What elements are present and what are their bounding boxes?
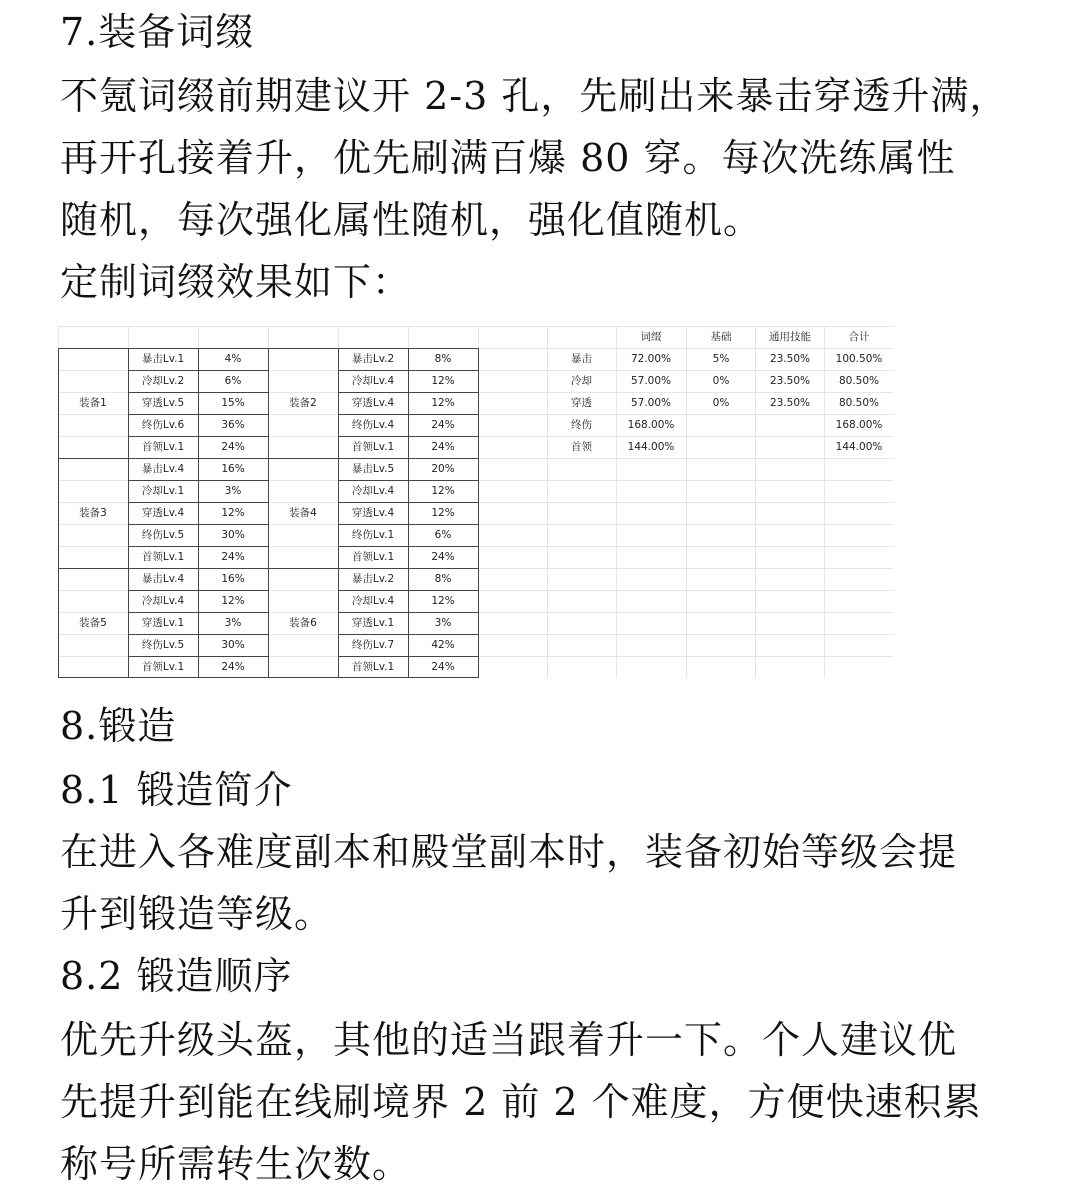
summary-row-label: 暴击 (571, 353, 592, 365)
affix-level: 暴击Lv.5 (351, 463, 395, 475)
affix-level: 暴击Lv.2 (351, 353, 395, 365)
affix-level: 冷却Lv.4 (141, 595, 185, 607)
affix-value: 16% (221, 463, 245, 475)
affix-value: 4% (224, 353, 242, 365)
section-8-2-title: 8.2 锻造顺序 (60, 954, 293, 998)
affix-level: 冷却Lv.1 (141, 485, 185, 497)
affix-value: 6% (434, 529, 452, 541)
summary-value: 144.00% (835, 441, 883, 453)
summary-value: 57.00% (630, 397, 672, 409)
summary-value: 80.50% (838, 397, 880, 409)
affix-value: 6% (224, 375, 242, 387)
summary-value: 0% (712, 375, 730, 387)
affix-level: 冷却Lv.4 (351, 375, 395, 387)
affix-value: 3% (224, 617, 242, 629)
affix-value: 12% (221, 507, 245, 519)
section-7-paragraph-line-1: 不氪词缀前期建议开 2-3 孔，先刷出来暴击穿透升满， (60, 74, 1009, 118)
affix-level: 暴击Lv.4 (141, 463, 185, 475)
equip-name: 装备2 (289, 397, 317, 409)
summary-row-label: 终伤 (571, 419, 592, 431)
summary-row-label: 冷却 (571, 375, 592, 387)
affix-value: 12% (431, 397, 455, 409)
affix-value: 24% (221, 441, 245, 453)
affix-level: 冷却Lv.4 (351, 485, 395, 497)
affix-level: 暴击Lv.4 (141, 573, 185, 585)
affix-value: 24% (221, 551, 245, 563)
affix-level: 穿透Lv.4 (141, 507, 185, 519)
summary-value: 0% (712, 397, 730, 409)
affix-level: 终伤Lv.4 (351, 419, 395, 431)
summary-value: 80.50% (838, 375, 880, 387)
summary-value: 100.50% (835, 353, 883, 365)
summary-value (686, 436, 756, 458)
section-8-1-line-1: 在进入各难度副本和殿堂副本时，装备初始等级会提 (60, 830, 958, 874)
section-7-paragraph-line-2: 再开孔接着升，优先刷满百爆 80 穿。每次洗练属性 (60, 136, 956, 180)
equip-name: 装备6 (289, 617, 317, 629)
affix-value: 20% (431, 463, 455, 475)
equip-name: 装备4 (289, 507, 317, 519)
affix-value: 3% (434, 617, 452, 629)
affix-value: 36% (221, 419, 245, 431)
summary-value (755, 414, 825, 436)
affix-level: 穿透Lv.5 (141, 397, 185, 409)
summary-header: 合计 (848, 331, 870, 343)
affix-value: 12% (431, 485, 455, 497)
section-8-1-line-2: 升到锻造等级。 (60, 892, 334, 936)
summary-value: 72.00% (630, 353, 672, 365)
affix-level: 首领Lv.1 (351, 551, 395, 563)
affix-value: 8% (434, 573, 452, 585)
affix-level: 终伤Lv.5 (141, 639, 185, 651)
summary-header: 词缀 (640, 331, 662, 343)
summary-value: 168.00% (835, 419, 883, 431)
affix-level: 暴击Lv.1 (141, 353, 185, 365)
affix-level: 终伤Lv.5 (141, 529, 185, 541)
affix-value: 24% (431, 419, 455, 431)
section-7-title: 7.装备词缀 (60, 10, 255, 54)
affix-value: 12% (431, 375, 455, 387)
summary-value: 144.00% (627, 441, 675, 453)
section-8-2-line-3: 称号所需转生次数。 (60, 1142, 412, 1186)
affix-level: 首领Lv.1 (351, 661, 395, 673)
summary-value: 5% (712, 353, 730, 365)
summary-value (686, 414, 756, 436)
affix-value: 24% (431, 661, 455, 673)
affix-level: 首领Lv.1 (351, 441, 395, 453)
affix-value: 30% (221, 639, 245, 651)
affix-level: 冷却Lv.4 (351, 595, 395, 607)
affix-level: 首领Lv.1 (141, 441, 185, 453)
section-8-2-line-1: 优先升级头盔，其他的适当跟着升一下。个人建议优 (60, 1018, 958, 1062)
affix-value: 24% (431, 441, 455, 453)
affix-level: 穿透Lv.4 (351, 507, 395, 519)
affix-level: 终伤Lv.7 (351, 639, 395, 651)
affix-level: 终伤Lv.1 (351, 529, 395, 541)
section-8-title: 8.锻造 (60, 704, 177, 748)
affix-value: 24% (221, 661, 245, 673)
summary-value: 168.00% (627, 419, 675, 431)
summary-value: 57.00% (630, 375, 672, 387)
summary-row-label: 穿透 (571, 397, 592, 409)
summary-header: 基础 (710, 331, 732, 343)
custom-affix-intro: 定制词缀效果如下： (60, 260, 412, 304)
affix-level: 首领Lv.1 (141, 661, 185, 673)
affix-level: 终伤Lv.6 (141, 419, 185, 431)
summary-value (755, 436, 825, 458)
equip-name: 装备1 (79, 397, 107, 409)
affix-spreadsheet (58, 326, 894, 678)
table-border (478, 348, 479, 678)
affix-level: 暴击Lv.2 (351, 573, 395, 585)
affix-value: 12% (431, 507, 455, 519)
equip-name: 装备3 (79, 507, 107, 519)
affix-value: 12% (431, 595, 455, 607)
affix-level: 冷却Lv.2 (141, 375, 185, 387)
summary-value: 23.50% (769, 353, 811, 365)
affix-value: 30% (221, 529, 245, 541)
section-8-2-line-2: 先提升到能在线刷境界 2 前 2 个难度，方便快速积累 (60, 1080, 982, 1124)
summary-header: 通用技能 (769, 331, 811, 343)
section-7-paragraph-line-3: 随机，每次强化属性随机，强化值随机。 (60, 198, 763, 242)
summary-value: 23.50% (769, 397, 811, 409)
section-8-1-title: 8.1 锻造简介 (60, 768, 293, 812)
affix-level: 穿透Lv.4 (351, 397, 395, 409)
affix-value: 12% (221, 595, 245, 607)
equip-name: 装备5 (79, 617, 107, 629)
affix-value: 24% (431, 551, 455, 563)
summary-value: 23.50% (769, 375, 811, 387)
affix-level: 穿透Lv.1 (141, 617, 185, 629)
affix-level: 首领Lv.1 (141, 551, 185, 563)
affix-value: 42% (431, 639, 455, 651)
affix-value: 3% (224, 485, 242, 497)
summary-row-label: 首领 (571, 441, 592, 453)
affix-level: 穿透Lv.1 (351, 617, 395, 629)
affix-value: 15% (221, 397, 245, 409)
affix-value: 16% (221, 573, 245, 585)
affix-value: 8% (434, 353, 452, 365)
